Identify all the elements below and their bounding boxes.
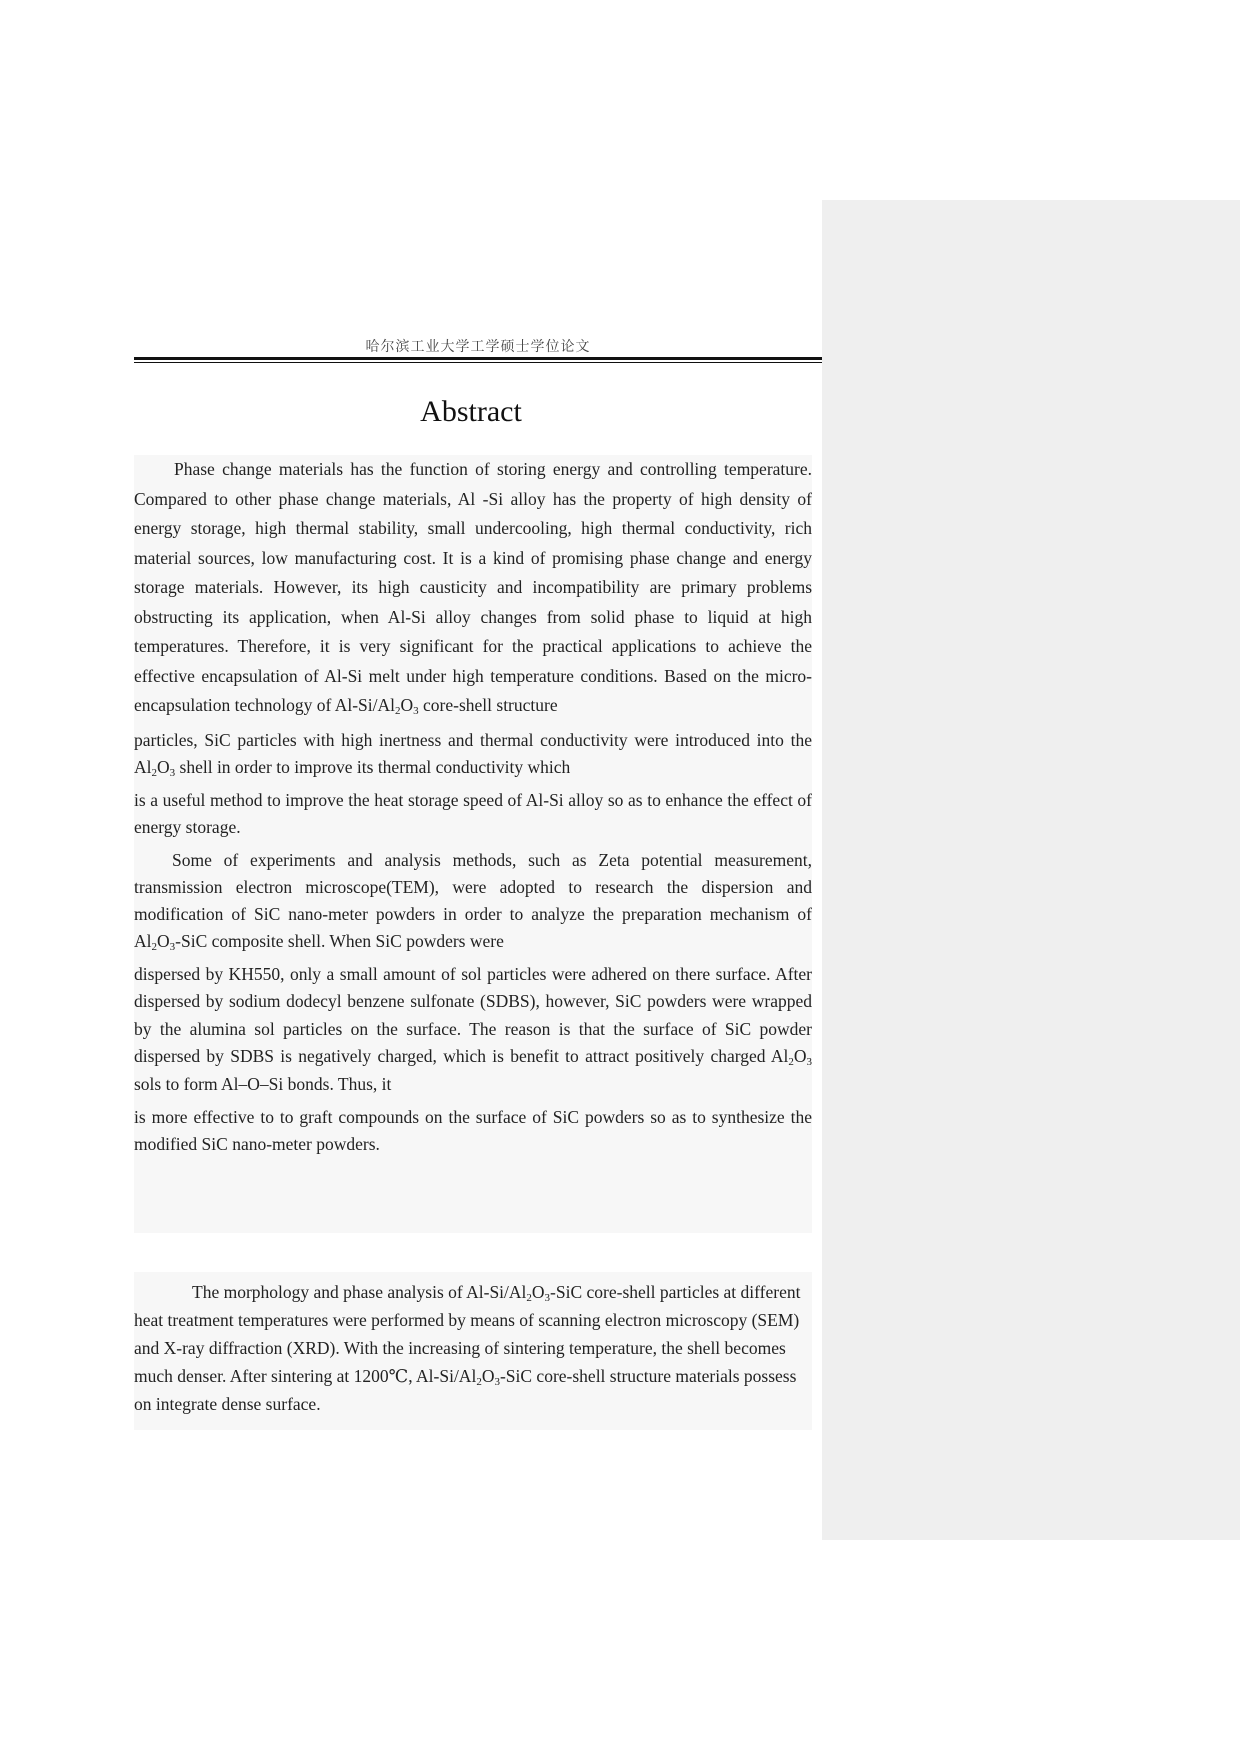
paragraph: is a useful method to improve the heat storage speed of Al-Si alloy so as to enhance the effect of energy storage. — [134, 789, 812, 837]
comment-margin-pane — [822, 200, 1240, 1540]
abstract-body-block-2 — [134, 1272, 812, 1430]
paragraph: particles, SiC particles with high inertness and thermal conductivity were introduced into the $Al_2O_3$ shell in order to improve its thermal conductivity which — [134, 729, 812, 779]
paragraph: Phase change materials has the function of storing energy and controlling temperature. Compared to other phase change materials, Al -Si alloy has the property of high density of energy storage, high thermal stability, small undercooling, high thermal conductivity, rich material sources, low manufacturing cost. It is a kind of promising phase change and energy storage materials. However, its high causticity and incompatibility are primary problems obstructing its application, when Al-Si alloy changes from solid phase to liquid at high temperatures. Therefore, it is very significant for the practical applications to achieve the effective encapsulation of Al-Si melt under high temperature conditions. Based on the micro-encapsulation technology of $Al-Si/Al_2O_3$ core-shell structure — [134, 459, 812, 717]
page-title: Abstract — [420, 395, 522, 428]
paragraph: dispersed by KH550, only a small amount of sol particles were adhered on there surface. After dispersed by sodium dodecyl benzene sulfonate (SDBS), however, SiC powders were wrapped by the alumina sol particles on the surface. The reason is that the surface of SiC powder dispersed by SDBS is negatively charged, which is benefit to attract positively charged $Al_2O_3$ sols to form Al–O–Si bonds. Thus, it — [134, 963, 812, 1094]
abstract-body-block — [134, 455, 812, 1233]
paragraph: Some of experiments and analysis methods, such as Zeta potential measurement, transmission electron microscope(TEM), were adopted to research the dispersion and modification of SiC nano-meter powders in order to analyze the preparation mechanism of $Al_2O_3$-SiC composite shell. When SiC powders were — [134, 849, 812, 953]
paragraph: The morphology and phase analysis of $Al-Si/Al_2O_3$-SiC core-shell particles at different heat treatment temperatures were performed by means of scanning electron microscopy (SEM) and X-ray diffraction (XRD). With the increasing of sintering temperature, the shell becomes much denser. After sintering at 1200℃, $Al-Si/Al_2O_3$-SiC core-shell structure materials possess on integrate dense surface. — [134, 1282, 801, 1414]
paragraph: is more effective to to graft compounds on the surface of SiC powders so as to synthesize the modified SiC nano-meter powders. — [134, 1107, 812, 1154]
header-rule — [134, 357, 822, 360]
header-rule-thin — [134, 362, 822, 363]
running-header: 哈尔滨工业大学工学硕士学位论文 — [365, 340, 591, 355]
